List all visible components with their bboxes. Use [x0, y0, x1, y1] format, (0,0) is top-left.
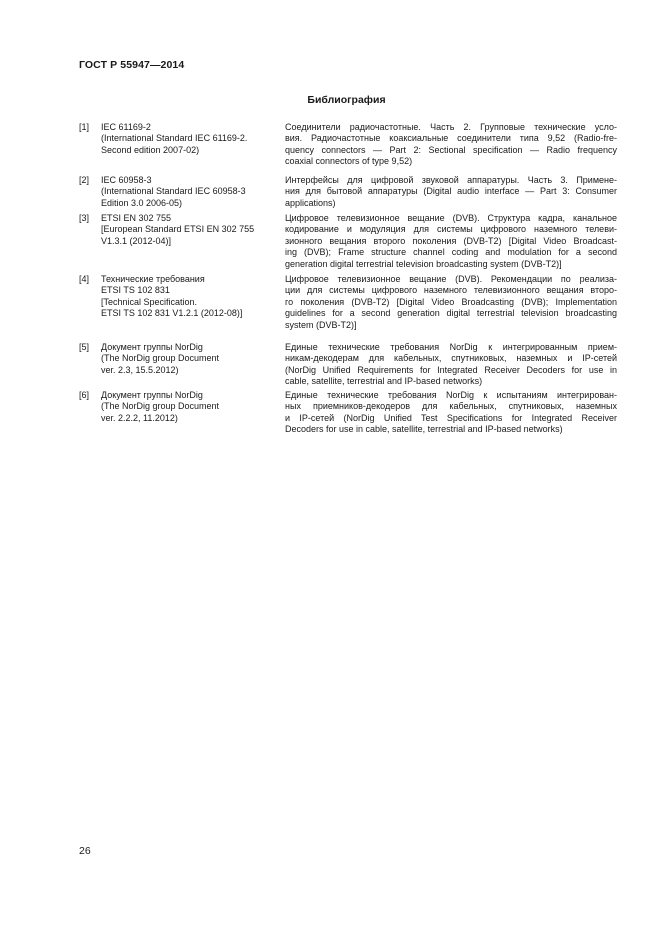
source-line: ETSI TS 102 831 V1.2.1 (2012-08)] — [101, 308, 243, 319]
description-line: ния для бытовой аппаратуры (Digital audio interface — Part 3: Consumer — [285, 186, 617, 197]
description-line: generation digital terrestrial television broadcasting system (DVB-T2)] — [285, 258, 562, 269]
description-line: кодирование и модуляция для системы цифрового наземного телеви- — [285, 224, 617, 235]
entry-description — [285, 274, 617, 331]
source-line: Edition 3.0 2006-05) — [101, 197, 183, 208]
source-line: Документ группы NorDig — [101, 342, 203, 352]
description-line: никам-декодерам для кабельных, спутниковых, наземных и IP-сетей — [285, 353, 617, 364]
bibliography-entry-3 — [79, 213, 617, 274]
entry-source — [101, 274, 276, 320]
description-line: ing (DVB); Frame structure channel coding and modulation for a second — [285, 247, 617, 258]
source-line: Технические требования — [101, 274, 205, 284]
entry-number: [6] — [79, 390, 90, 400]
description-line: coaxial connectors of type 9,52) — [285, 156, 413, 167]
source-line: IEC 61169-2 — [101, 122, 151, 132]
entry-source — [101, 122, 276, 156]
entry-source — [101, 390, 276, 424]
description-line: Цифровое телевизионное вещание (DVB). Рекомендации по реализа- — [285, 274, 617, 284]
description-line: зионного вещания второго поколения (DVB-T2) [Digital Video Broadcast- — [285, 235, 617, 246]
bibliography-entry-6 — [79, 390, 617, 440]
entry-number: [4] — [79, 274, 90, 284]
description-line: го поколения (DVB-T2) [Digital Video Broadcasting (DVB); Implementation — [285, 296, 617, 307]
entry-description — [285, 175, 617, 209]
entry-number: [1] — [79, 122, 90, 132]
entry-source — [101, 175, 276, 209]
description-line: Единые технические требования NorDig к испытаниям интегрирован- — [285, 390, 617, 400]
description-line: Цифровое телевизионное вещание (DVB). Структура кадра, канальное — [285, 213, 617, 223]
entry-source — [101, 342, 276, 376]
source-line: IEC 60958-3 — [101, 175, 152, 185]
bibliography-entry-2 — [79, 175, 617, 213]
source-line: (The NorDig group Document — [101, 353, 220, 364]
description-line: Интерфейсы для цифровой звуковой аппаратуры. Часть 3. Примене- — [285, 175, 617, 185]
bibliography-entry-4 — [79, 274, 617, 342]
source-line: [Technical Specification. — [101, 296, 198, 307]
entry-description — [285, 122, 617, 168]
document-header-standard-number: ГОСТ Р 55947—2014 — [79, 59, 185, 71]
entry-number: [3] — [79, 213, 90, 223]
bibliography-entry-5 — [79, 342, 617, 390]
source-line: ETSI EN 302 755 — [101, 213, 172, 223]
source-line: ETSI TS 102 831 — [101, 285, 170, 296]
bibliography-entry-1 — [79, 122, 617, 175]
description-line: system (DVB-T2)] — [285, 319, 357, 330]
source-line: (The NorDig group Document — [101, 401, 220, 412]
description-line: и IP-сетей (NorDig Unified Test Specifications for Integrated Receiver — [285, 412, 617, 423]
source-line: (International Standard IEC 60958-3 — [101, 186, 246, 197]
description-line: ции для системы цифрового наземного телевизионного вещания второ- — [285, 285, 617, 296]
description-line: Соединители радиочастотные. Часть 2. Групповые технические усло- — [285, 122, 617, 132]
source-line: [European Standard ETSI EN 302 755 — [101, 224, 255, 235]
entry-description — [285, 342, 617, 388]
description-line: вия. Радиочастотные коаксиальные соединители типа 9,52 (Radio-fre- — [285, 133, 617, 144]
entry-source — [101, 213, 276, 247]
source-line: (International Standard IEC 61169-2. — [101, 133, 248, 144]
description-line: applications) — [285, 197, 336, 208]
description-line: Decoders for use in cable, satellite, terrestrial and IP-based networks) — [285, 424, 563, 435]
source-line: ver. 2.2.2, 11.2012) — [101, 412, 178, 423]
description-line: quency connectors — Part 2: Sectional specification — Radio frequency — [285, 144, 617, 155]
description-line: ных приемников-декодеров для кабельных, спутниковых, наземных — [285, 401, 617, 412]
entry-description — [285, 213, 617, 270]
source-line: ver. 2.3, 15.5.2012) — [101, 364, 179, 375]
entry-number: [5] — [79, 342, 90, 352]
bibliography-list — [79, 122, 617, 440]
entry-number: [2] — [79, 175, 90, 185]
description-line: guidelines for a second generation digital terrestrial television broadcasting — [285, 308, 617, 319]
description-line: cable, satellite, terrestrial and IP-based networks) — [285, 376, 483, 387]
source-line: V1.3.1 (2012-04)] — [101, 235, 172, 246]
section-title: Библиография — [307, 94, 386, 106]
description-line: (NorDig Unified Requirements for Integrated Receiver Decoders for use in — [285, 364, 617, 375]
entry-description — [285, 390, 617, 436]
description-line: Единые технические требования NorDig к интегрированным прием- — [285, 342, 617, 352]
source-line: Документ группы NorDig — [101, 390, 203, 400]
page-number: 26 — [79, 845, 91, 857]
source-line: Second edition 2007-02) — [101, 144, 200, 155]
